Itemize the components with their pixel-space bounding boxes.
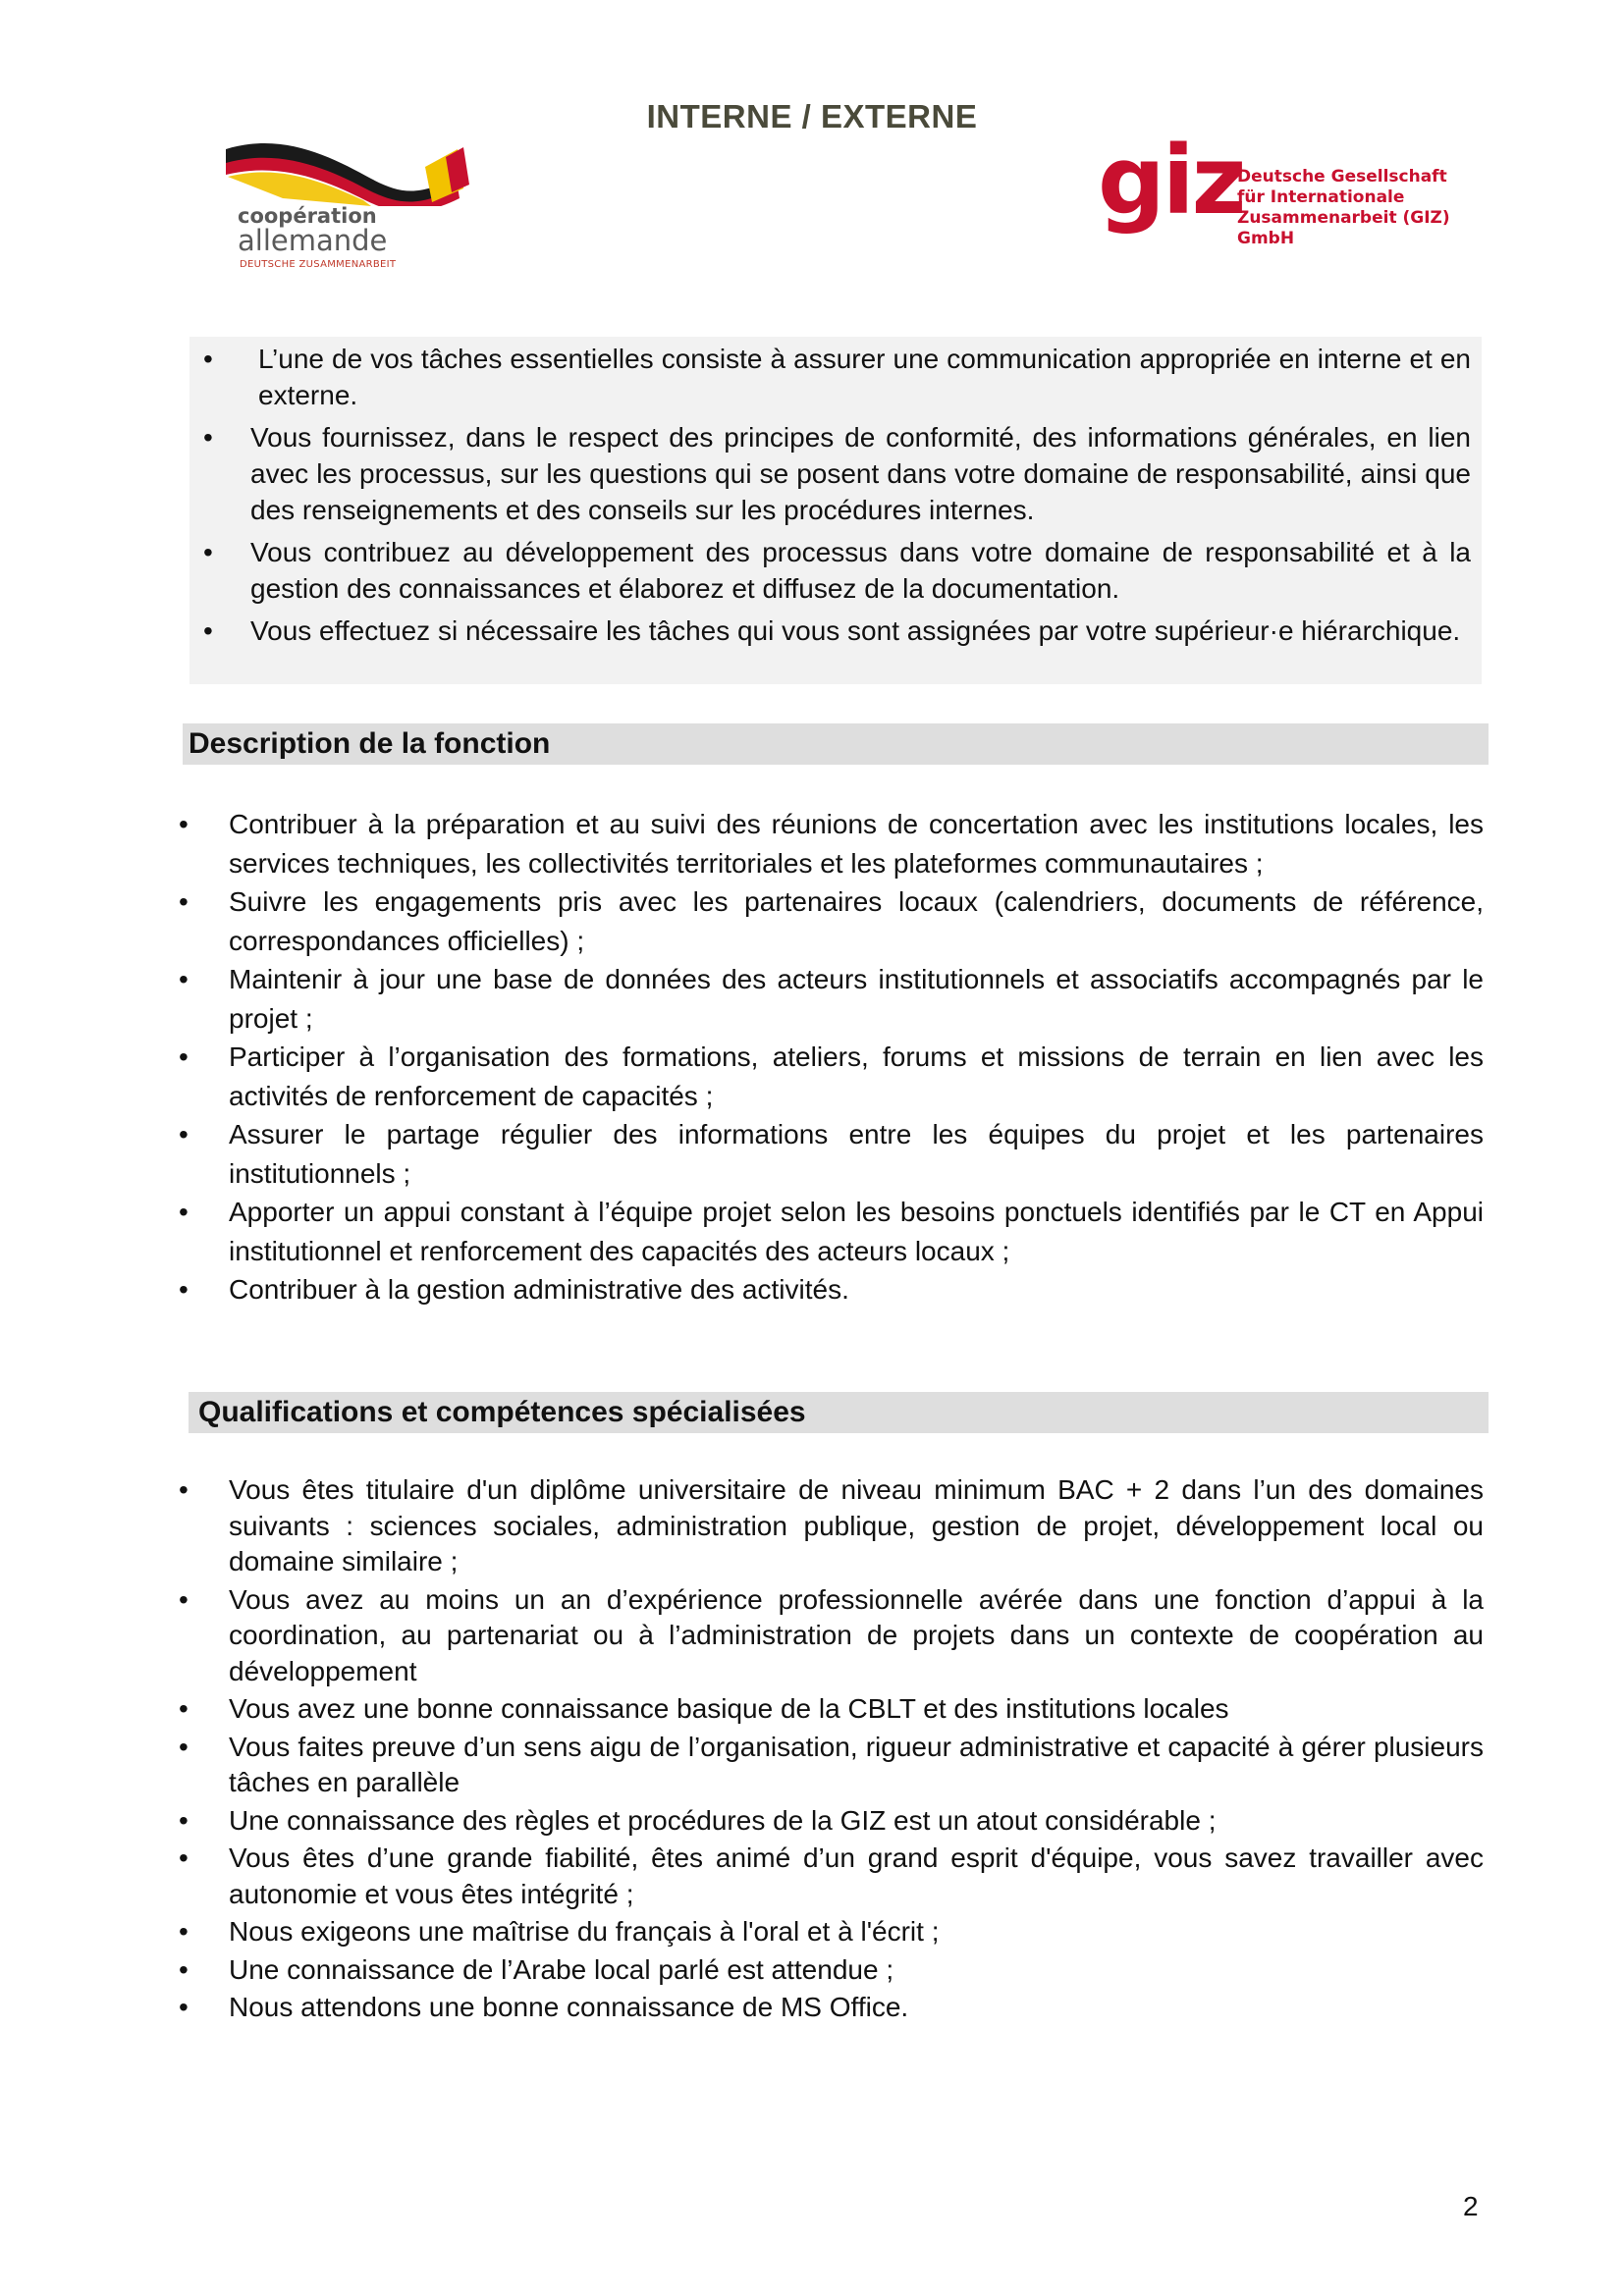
list-item: • Apporter un appui constant à l’équipe projet selon les besoins ponctuels identifiés par le CT en Appui institutionnel et renforcement des capacités des acteurs locaux ; [229,1193,1484,1270]
flag-ribbon-icon [224,137,469,206]
bullet-icon: • [203,422,213,453]
list-item: • Une connaissance de l’Arabe local parlé est attendue ; [229,1952,1484,1989]
list-item: • Une connaissance des règles et procédures de la GIZ est un atout considérable ; [229,1803,1484,1840]
bullet-icon: • [179,1583,189,1615]
list-item: • Contribuer à la préparation et au suivi des réunions de concertation avec les institutions locales, les services techniques, les collectivités territoriales et les plateformes communautaires ; [229,805,1484,882]
giz-full-name [1237,167,1490,249]
list-item: • Maintenir à jour une base de données des acteurs institutionnels et associatifs accompagnés par le projet ; [229,960,1484,1038]
giz-name-line-3: Zusammenarbeit (GIZ) GmbH [1237,208,1450,248]
list-item: • Nous exigeons une maîtrise du français à l'oral et à l'écrit ; [229,1914,1484,1950]
logo-line-allemande: allemande [238,224,388,257]
bullet-icon: • [179,1693,189,1724]
list-item: • Assurer le partage régulier des informations entre les équipes du projet et les partenaires institutionnels ; [229,1115,1484,1193]
list-item: • Contribuer à la gestion administrative des activités. [229,1270,1484,1309]
bullet-icon: • [179,1474,189,1505]
bullet-icon: • [179,1804,189,1836]
bullet-icon: • [179,964,189,994]
bullet-icon: • [203,615,213,646]
bullet-icon: • [179,1916,189,1947]
list-item: • Vous avez une bonne connaissance basique de la CBLT et des institutions locales [229,1691,1484,1728]
bullet-icon: • [203,537,213,567]
logo-line-cooperation: coopération [238,204,377,228]
bullet-icon: • [203,344,213,374]
list-item: • L’une de vos tâches essentielles consiste à assurer une communication appropriée en interne et en externe. [250,341,1471,413]
bullet-icon: • [179,809,189,839]
list-item: • Vous effectuez si nécessaire les tâches qui vous sont assignées par votre supérieur·e hiérarchique. [250,613,1471,649]
list-item: • Vous êtes d’une grande fiabilité, êtes animé d’un grand esprit d'équipe, vous savez travailler avec autonomie et vous êtes intégrité ; [179,1842,1484,1909]
bullet-icon: • [179,1953,189,1985]
bullet-icon: • [179,1274,189,1305]
bullet-icon: • [179,1041,189,1072]
list-item: • Vous faites preuve d’un sens aigu de l’organisation, rigueur administrative et capacité à gérer plusieurs tâches en parallèle [179,1731,1484,1797]
bullet-icon: • [179,886,189,917]
giz-name-line-1: Deutsche Gesellschaft [1237,167,1447,187]
page-header-title: INTERNE / EXTERNE [646,98,978,134]
list-item: • Vous êtes titulaire d'un diplôme universitaire de niveau minimum BAC + 2 dans l’un des domaines suivants : sciences sociales, administration publique, gestion de projet, développement local ou domaine similaire ; [179,1474,1484,1576]
cooperation-allemande-logo [224,137,469,275]
bullet-icon: • [179,1119,189,1149]
list-item: • Vous contribuez au développement des processus dans votre domaine de responsabilité et à la gestion des connaissances et élaborez et diffusez de la documentation. [250,534,1471,607]
bullet-icon: • [179,1992,189,2022]
list-item: • Participer à l’organisation des formations, ateliers, forums et missions de terrain en lien avec les activités de renforcement de capacités ; [229,1038,1484,1115]
giz-name-line-2: für Internationale [1237,187,1405,207]
section-heading-qualifications: Qualifications et compétences spécialisées [189,1392,1489,1433]
intro-tasks-list [203,341,1471,655]
list-item: • Vous avez au moins un an d’expérience professionnelle avérée dans une fonction d’appui à la coordination, au partenariat ou à l’administration de projets dans un contexte de coopération au développement [179,1583,1484,1686]
logo-line-deutsche-zusammenarbeit: DEUTSCHE ZUSAMMENARBEIT [240,259,397,270]
list-item: • Vous fournissez, dans le respect des principes de conformité, des informations générales, en lien avec les processus, sur les questions qui se posent dans votre domaine de responsabilité, ainsi que des renseignements et des conseils sur les procédures internes. [250,419,1471,528]
page-number: 2 [1463,2191,1479,2221]
qualifications-list [179,1472,1484,2028]
bullet-icon: • [179,1842,189,1873]
section-heading-description: Description de la fonction [183,723,1489,765]
list-item: • Nous attendons une bonne connaissance de MS Office. [229,1990,1484,2026]
giz-logo [1098,126,1490,255]
bullet-icon: • [179,1731,189,1762]
bullet-icon: • [179,1197,189,1227]
list-item: • Suivre les engagements pris avec les partenaires locaux (calendriers, documents de référence, correspondances officielles) ; [229,882,1484,960]
giz-wordmark: giz [1098,126,1244,236]
description-list [179,805,1484,1309]
